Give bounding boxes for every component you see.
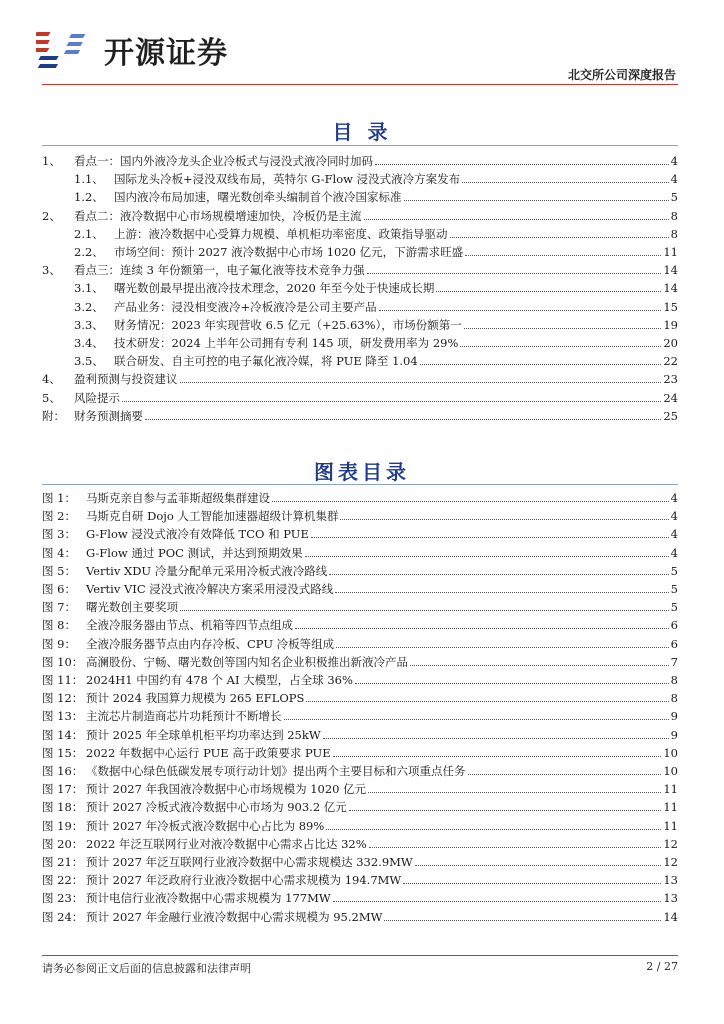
figure-leader-dots <box>305 556 669 557</box>
figure-entry-title: G-Flow 通过 POC 测试，并达到预期效果 <box>86 545 303 560</box>
toc-entry[interactable] <box>42 314 678 332</box>
toc-entry-title: 盈利预测与投资建议 <box>74 372 178 387</box>
figure-entry-title: Vertiv VIC 浸没式液冷解决方案采用浸没式路线 <box>86 582 334 596</box>
brand-mark-icon <box>36 26 100 74</box>
figure-entry-number: 图 9： <box>42 636 76 651</box>
toc-title-divider <box>42 145 678 146</box>
figure-entry-title: 《数据中心绿色低碳发展专项行动计划》提出两个主要目标和六项重点任务 <box>86 764 466 778</box>
figure-entry-page: 6 <box>670 636 678 651</box>
figure-entry[interactable] <box>42 906 678 924</box>
figure-entry-number: 图 10： <box>42 654 84 669</box>
figure-entry-page: 6 <box>670 618 678 633</box>
figure-entry-page: 13 <box>663 891 678 906</box>
brand-logo <box>36 26 228 74</box>
figure-entry-page: 10 <box>663 764 678 778</box>
figure-entry-number: 图 2： <box>42 509 76 524</box>
figure-leader-dots <box>335 592 668 593</box>
figure-entry-number: 图 12： <box>42 691 84 706</box>
toc-leader-dots <box>375 164 669 165</box>
figure-entry-page: 5 <box>670 600 678 615</box>
figure-leader-dots <box>306 701 668 702</box>
figure-entry-number: 图 17： <box>42 782 84 797</box>
figure-entry[interactable] <box>42 796 678 814</box>
figure-entry[interactable] <box>42 778 678 796</box>
figure-entry-number: 图 6： <box>42 582 76 596</box>
toc-entry[interactable] <box>42 241 678 259</box>
figure-leader-dots <box>329 574 668 575</box>
toc-leader-dots <box>462 182 669 183</box>
figure-leader-dots <box>295 628 669 629</box>
toc-leader-dots <box>436 291 661 292</box>
toc-entry-number: 1、 <box>42 154 61 168</box>
figure-list-title: 图表目录 <box>314 460 410 484</box>
toc-entry-page: 24 <box>663 390 678 405</box>
toc-entry-title: 财务情况：2023 年实现营收 6.5 亿元（+25.63%），市场份额第一 <box>114 317 462 332</box>
toc-entry-title: 看点一：国内外液冷龙头企业冷板式与浸没式液冷同时加码 <box>74 154 373 168</box>
figure-leader-dots <box>284 719 669 720</box>
figure-entry-title: 预计电信行业液冷数据中心需求规模为 177MW <box>86 891 331 906</box>
figure-leader-dots <box>311 537 669 538</box>
figure-entry-page: 12 <box>663 855 678 869</box>
figure-entry-title: 全液冷服务器由节点、机箱等四节点组成 <box>86 618 293 633</box>
figure-entry-title: 2022 年泛互联网行业对液冷数据中心需求占比达 32% <box>86 836 367 851</box>
figure-entry-title: Vertiv XDU 冷量分配单元采用冷板式液冷路线 <box>86 563 328 578</box>
toc-leader-dots <box>364 219 669 220</box>
figure-leader-dots <box>323 738 669 739</box>
toc-entry[interactable] <box>42 205 678 223</box>
figure-leader-dots <box>415 865 662 866</box>
figure-entry[interactable] <box>42 724 678 742</box>
toc-leader-dots <box>465 255 661 256</box>
figure-entry[interactable] <box>42 523 678 541</box>
toc-entry-title: 看点二：液冷数据中心市场规模增速加快，冷板仍是主流 <box>74 208 362 223</box>
figure-entry-number: 图 4： <box>42 545 76 560</box>
toc-entry-page: 22 <box>663 354 678 369</box>
figure-leader-dots <box>333 901 662 902</box>
figure-entry-number: 图 18： <box>42 800 84 815</box>
toc-entry-page: 20 <box>663 336 678 350</box>
figure-entry-title: G-Flow 浸没式液冷有效降低 TCO 和 PUE <box>86 527 309 542</box>
figure-entry-title: 预计 2027 年金融行业液冷数据中心需求规模为 95.2MW <box>86 909 383 924</box>
toc-entry-title: 联合研发、自主可控的电子氟化液冷媒，将 PUE 降至 1.04 <box>114 354 418 369</box>
figure-entry-page: 4 <box>670 491 678 505</box>
toc-entry-title: 国际龙头冷板+浸没双线布局，英特尔 G-Flow 浸没式液冷方案发布 <box>114 172 461 187</box>
figure-leader-dots <box>340 519 668 520</box>
toc-entry[interactable] <box>42 223 678 241</box>
toc-entry-number: 3.4、 <box>74 336 104 350</box>
figure-entry-title: 主流芯片制造商芯片功耗预计不断增长 <box>86 709 282 724</box>
figure-entry[interactable] <box>42 851 678 869</box>
figure-entry-title: 预计 2025 年全球单机柜平均功率达到 25kW <box>86 727 321 742</box>
figure-entry[interactable] <box>42 578 678 596</box>
toc-entry[interactable] <box>42 296 678 314</box>
figure-entry-number: 图 3： <box>42 527 76 542</box>
figure-entry-title: 预计 2027 年冷板式液冷数据中心占比为 89% <box>86 818 325 833</box>
header-divider <box>42 84 678 85</box>
figure-entry-number: 图 14： <box>42 727 84 742</box>
figure-leader-dots <box>384 920 661 921</box>
figure-entry-page: 13 <box>663 873 678 888</box>
figure-leader-dots <box>355 683 669 684</box>
toc-entry-page: 23 <box>663 372 678 387</box>
toc-entry-page: 14 <box>663 281 678 296</box>
figure-entry-title: 曙光数创主要奖项 <box>86 600 178 615</box>
figure-entry[interactable] <box>42 614 678 632</box>
figure-entry[interactable] <box>42 651 678 669</box>
toc-entry[interactable] <box>42 350 678 368</box>
figure-entry-page: 11 <box>663 782 678 797</box>
toc-leader-dots <box>122 401 661 402</box>
figure-entry-number: 图 13： <box>42 709 84 724</box>
figure-entry[interactable] <box>42 833 678 851</box>
figure-entry-title: 马斯克自研 Dojo 人工智能加速器超级计算机集群 <box>86 509 339 524</box>
figure-entry[interactable] <box>42 760 678 778</box>
figure-leader-dots <box>468 774 662 775</box>
toc-leader-dots <box>460 346 661 347</box>
page-number: 2 / 27 <box>646 960 678 973</box>
toc-entry-page: 4 <box>670 172 678 187</box>
toc-entry-page: 19 <box>663 317 678 332</box>
figure-entry-title: 马斯克亲自参与孟菲斯超级集群建设 <box>86 491 270 505</box>
figure-entry-number: 图 8： <box>42 618 76 633</box>
toc-entry-number: 附： <box>42 408 65 423</box>
footer-divider <box>42 955 678 956</box>
figure-entry-page: 11 <box>663 800 678 815</box>
toc-entry-title: 看点三：连续 3 年份额第一，电子氟化液等技术竞争力强 <box>74 263 365 278</box>
toc-entry-page: 4 <box>670 154 678 168</box>
figure-entry[interactable] <box>42 705 678 723</box>
toc-entry[interactable] <box>42 168 678 186</box>
toc-entry-title: 国内液冷布局加速，曙光数创牵头编制首个液冷国家标准 <box>114 190 402 205</box>
toc-entry-page: 14 <box>663 263 678 278</box>
toc-leader-dots <box>145 419 661 420</box>
figure-entry[interactable] <box>42 487 678 505</box>
toc-entry[interactable] <box>42 259 678 277</box>
figure-leader-dots <box>403 883 661 884</box>
toc-leader-dots <box>464 328 662 329</box>
toc-entry-title: 技术研发：2024 上半年公司拥有专利 145 项，研发费用率为 29% <box>114 336 459 350</box>
report-type-label: 北交所公司深度报告 <box>567 68 676 82</box>
figure-entry[interactable] <box>42 633 678 651</box>
figure-entry[interactable] <box>42 815 678 833</box>
toc-leader-dots <box>450 237 669 238</box>
figure-entry-title: 预计 2027 年我国液冷数据中心市场规模为 1020 亿元 <box>86 782 367 797</box>
toc-entry-title: 财务预测摘要 <box>74 408 143 423</box>
figure-entry-number: 图 22： <box>42 873 84 888</box>
toc-entry-number: 4、 <box>42 372 61 387</box>
figure-entry-title: 预计 2027 冷板式液冷数据中心市场为 903.2 亿元 <box>86 800 347 815</box>
figure-entry[interactable] <box>42 542 678 560</box>
figure-entry-number: 图 11： <box>42 673 84 687</box>
figure-leader-dots <box>336 647 668 648</box>
toc-entry-page: 8 <box>670 208 678 223</box>
toc-entry-title: 产品业务：浸没相变液冷+冷板液冷是公司主要产品 <box>114 299 377 314</box>
figure-entry-page: 4 <box>670 527 678 542</box>
figure-entry-page: 5 <box>670 563 678 578</box>
figure-entry-number: 图 1： <box>42 491 76 505</box>
toc-entry-page: 5 <box>670 190 678 205</box>
figure-entry-page: 4 <box>670 509 678 524</box>
figure-entry-number: 图 16： <box>42 764 84 778</box>
toc-entry-number: 1.2、 <box>74 190 104 205</box>
figure-entry-title: 2022 年数据中心运行 PUE 高于政策要求 PUE <box>86 745 331 760</box>
figure-entry-page: 5 <box>670 582 678 596</box>
figure-entry-number: 图 20： <box>42 836 84 851</box>
toc-entry-page: 8 <box>670 226 678 241</box>
toc-leader-dots <box>367 273 662 274</box>
figure-entry-number: 图 5： <box>42 563 76 578</box>
figure-entry-title: 2024H1 中国约有 478 个 AI 大模型，占全球 36% <box>86 673 353 687</box>
figure-entry-number: 图 19： <box>42 818 84 833</box>
figure-entry-number: 图 21： <box>42 855 84 869</box>
figure-entry-number: 图 24： <box>42 909 84 924</box>
figure-entry[interactable] <box>42 687 678 705</box>
toc-entry[interactable] <box>42 186 678 204</box>
figure-entry-page: 14 <box>663 909 678 924</box>
figure-entry[interactable] <box>42 742 678 760</box>
figure-entry-number: 图 23： <box>42 891 84 906</box>
toc-entry-number: 3.5、 <box>74 354 104 369</box>
figure-leader-dots <box>326 829 661 830</box>
brand-name: 开源证券 <box>104 36 228 71</box>
figure-entry-page: 11 <box>663 818 678 833</box>
toc-entry-number: 3、 <box>42 263 61 278</box>
figure-entry-page: 9 <box>670 727 678 742</box>
toc-title: 目 录 <box>332 120 392 144</box>
toc-entry-number: 3.1、 <box>74 281 104 296</box>
figure-leader-dots <box>368 792 661 793</box>
figure-entry-page: 4 <box>670 545 678 560</box>
toc-entry-title: 市场空间：预计 2027 液冷数据中心市场 1020 亿元，下游需求旺盛 <box>114 245 464 259</box>
toc-entry-number: 2.1、 <box>74 226 104 241</box>
figure-entry-number: 图 15： <box>42 745 84 760</box>
figure-leader-dots <box>272 501 669 502</box>
figure-entry-title: 高澜股份、宁畅、曙光数创等国内知名企业积极推出新液冷产品 <box>86 654 408 669</box>
figure-entry[interactable] <box>42 869 678 887</box>
toc-leader-dots <box>420 364 662 365</box>
figure-title-divider <box>42 484 678 485</box>
figure-entry[interactable] <box>42 560 678 578</box>
figure-entry-number: 图 7： <box>42 600 76 615</box>
figure-entry-page: 9 <box>670 709 678 724</box>
toc-leader-dots <box>404 200 669 201</box>
toc-entry-page: 15 <box>663 299 678 314</box>
toc-entry-number: 2.2、 <box>74 245 104 259</box>
figure-leader-dots <box>410 665 669 666</box>
figure-entry[interactable] <box>42 887 678 905</box>
toc-entry[interactable] <box>42 150 678 168</box>
figure-entry[interactable] <box>42 596 678 614</box>
toc-leader-dots <box>180 382 662 383</box>
toc-entry[interactable] <box>42 332 678 350</box>
figure-entry-title: 预计 2027 年泛政府行业液冷数据中心需求规模为 194.7MW <box>86 873 402 888</box>
figure-entry-title: 全液冷服务器节点由内存冷板、CPU 冷板等组成 <box>86 636 335 651</box>
figure-leader-dots <box>369 847 662 848</box>
figure-entry-page: 8 <box>670 673 678 687</box>
toc-entry-number: 2、 <box>42 208 61 223</box>
toc-entry-number: 3.2、 <box>74 299 104 314</box>
toc-entry[interactable] <box>42 277 678 295</box>
toc-leader-dots <box>379 310 662 311</box>
figure-leader-dots <box>349 810 662 811</box>
figure-entry-page: 10 <box>663 745 678 760</box>
figure-entry-page: 8 <box>670 691 678 706</box>
figure-entry-page: 12 <box>663 836 678 851</box>
figure-entry-title: 预计 2027 年泛互联网行业液冷数据中心需求规模达 332.9MW <box>86 855 413 869</box>
toc-entry-title: 曙光数创最早提出液冷技术理念，2020 年至今处于快速成长期 <box>114 281 435 296</box>
toc-entry-title: 风险提示 <box>74 390 120 405</box>
footer-disclaimer: 请务必参阅正文后面的信息披露和法律声明 <box>42 962 251 975</box>
toc-entry-page: 25 <box>663 408 678 423</box>
figure-entry[interactable] <box>42 669 678 687</box>
toc-entry-number: 5、 <box>42 390 61 405</box>
toc-entry-page: 11 <box>663 245 678 259</box>
figure-leader-dots <box>180 610 669 611</box>
toc-entry-number: 3.3、 <box>74 317 104 332</box>
figure-entry[interactable] <box>42 505 678 523</box>
figure-entry-page: 7 <box>670 654 678 669</box>
toc-entry-title: 上游：液冷数据中心受算力规模、单机柜功率密度、政策指导驱动 <box>114 226 448 241</box>
toc-entry-number: 1.1、 <box>74 172 104 187</box>
toc-entry[interactable] <box>42 368 678 386</box>
toc-entry[interactable] <box>42 405 678 423</box>
figure-entry-title: 预计 2024 我国算力规模为 265 EFLOPS <box>86 691 305 706</box>
toc-entry[interactable] <box>42 387 678 405</box>
figure-leader-dots <box>333 756 662 757</box>
